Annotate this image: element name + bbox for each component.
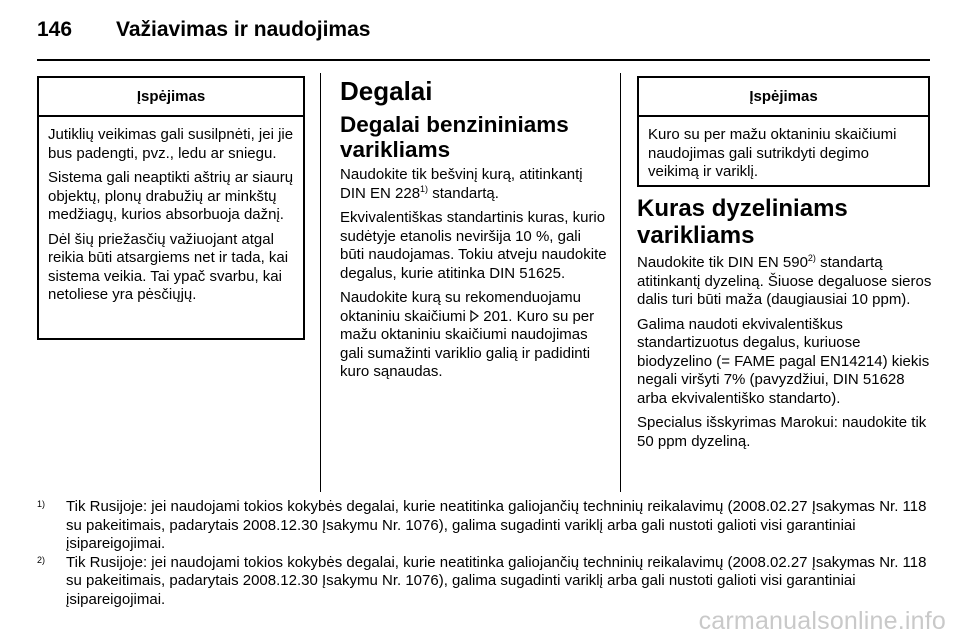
warning-paragraph: Dėl šių priežasčių važiuojant atgal reikia būti atsargiems net ir tada, kai sistema veikia. Tai ypač svarbu, kai netoliese yra pėsčiųjų. [48,230,289,303]
page-number: 146 [37,18,73,41]
petrol-paragraph-2: Ekvivalentiškas standartinis kuras, kurio sudėtyje etanolis neviršija 10 %, gali būti naudojamas. Tokiu atveju naudokite degalus, kurie atitinka DIN 51625. [340,209,607,282]
page-reference-link[interactable]: 201 [483,307,509,325]
header-rule [37,59,930,61]
footnote-1: 1) Tik Rusijoje: jei naudojami tokios kokybės degalai, kurie neatitinka galiojančių techninių reikalavimų (2008.02.27 Įsakymas Nr. 118 su pakeitimais, padarytais 2008.12.30 Įsakymu Nr. 1076), galima sugadinti variklį arba gali nustoti galioti visi garantiniai įsipareigojimai. [37,498,937,554]
diesel-paragraph-2: Galima naudoti ekvivalentiškus standartizuotus degalus, kuriuose biodyzelino (= FAME pagal EN14214) kiekis negali viršyti 7% (pavyzdžiui, DIN 51628 arba ekvivalentiško standarto). [637,315,930,407]
footnote-ref-2[interactable]: 2) [807,253,816,263]
page-title: Važiavimas ir naudojimas [116,18,371,41]
diesel-section [637,195,933,457]
warning-paragraph: Kuro su per mažu oktaniniu skaičiumi naudojimas gali sutrikdyti degimo veikimą ir variklį. [648,126,897,180]
footnotes [37,498,937,609]
column-divider-1 [320,73,321,492]
page-header [0,12,960,44]
column-divider-2 [620,73,621,492]
diesel-paragraph-3: Specialus išskyrimas Marokui: naudokite tik 50 ppm dyzeliną. [637,414,927,450]
petrol-subheading: Degalai benzininiams varikliams [340,112,569,162]
watermark: carmanualsonline.info [698,607,946,635]
warning-paragraph: Jutiklių veikimas gali susilpnėti, jei jie bus padengti, pvz., ledu ar sniegu. [48,126,294,162]
fuel-section [340,76,608,388]
arrow-reference-icon [470,310,479,322]
footnote-2: 2) Tik Rusijoje: jei naudojami tokios kokybės degalai, kurie neatitinka galiojančių techninių reikalavimų (2008.02.27 Įsakymas Nr. 118 su pakeitimais, padarytais 2008.12.30 Įsakymu Nr. 1076), galima sugadinti variklį arba gali nustoti galioti visi garantiniai įsipareigojimai. [37,554,937,610]
footnote-mark: 1) [37,499,46,509]
footnote-mark: 2) [37,554,46,565]
petrol-paragraph-3: Naudokite kurą su rekomenduojamu oktaniniu skaičiumi 201. Kuro su per mažu oktaniniu skaičiumi naudojimas gali sumažinti variklio galią ir padidinti kuro sąnaudas. [340,289,595,380]
section-heading: Degalai [340,76,433,106]
warning-title: Įspėjimas [39,78,303,117]
warning-body [639,117,928,190]
warning-box-octane [637,76,930,187]
petrol-paragraph-1: Naudokite tik bešvinį kurą, atitinkantį DIN EN 228$^{1)}$ standartą. [340,166,583,202]
diesel-heading: Kuras dyzeliniams varikliams [637,195,848,249]
warning-box-sensors [37,76,305,340]
warning-body [39,117,303,313]
footnote-ref-1[interactable]: 1) [420,183,429,194]
warning-title: Įspėjimas [639,78,928,117]
warning-paragraph: Sistema gali neaptikti aštrių ar siaurų objektų, plonų drabužių ar minkštų medžiagų, kurios absorbuoja dažnį. [48,169,294,223]
diesel-paragraph-1: Naudokite tik DIN EN 590$^{2)}$ standartą atitinkantį dyzeliną. Šiuose degaluose sieros dalis turi būti maža (daugiausiai 10 ppm). [637,253,932,308]
